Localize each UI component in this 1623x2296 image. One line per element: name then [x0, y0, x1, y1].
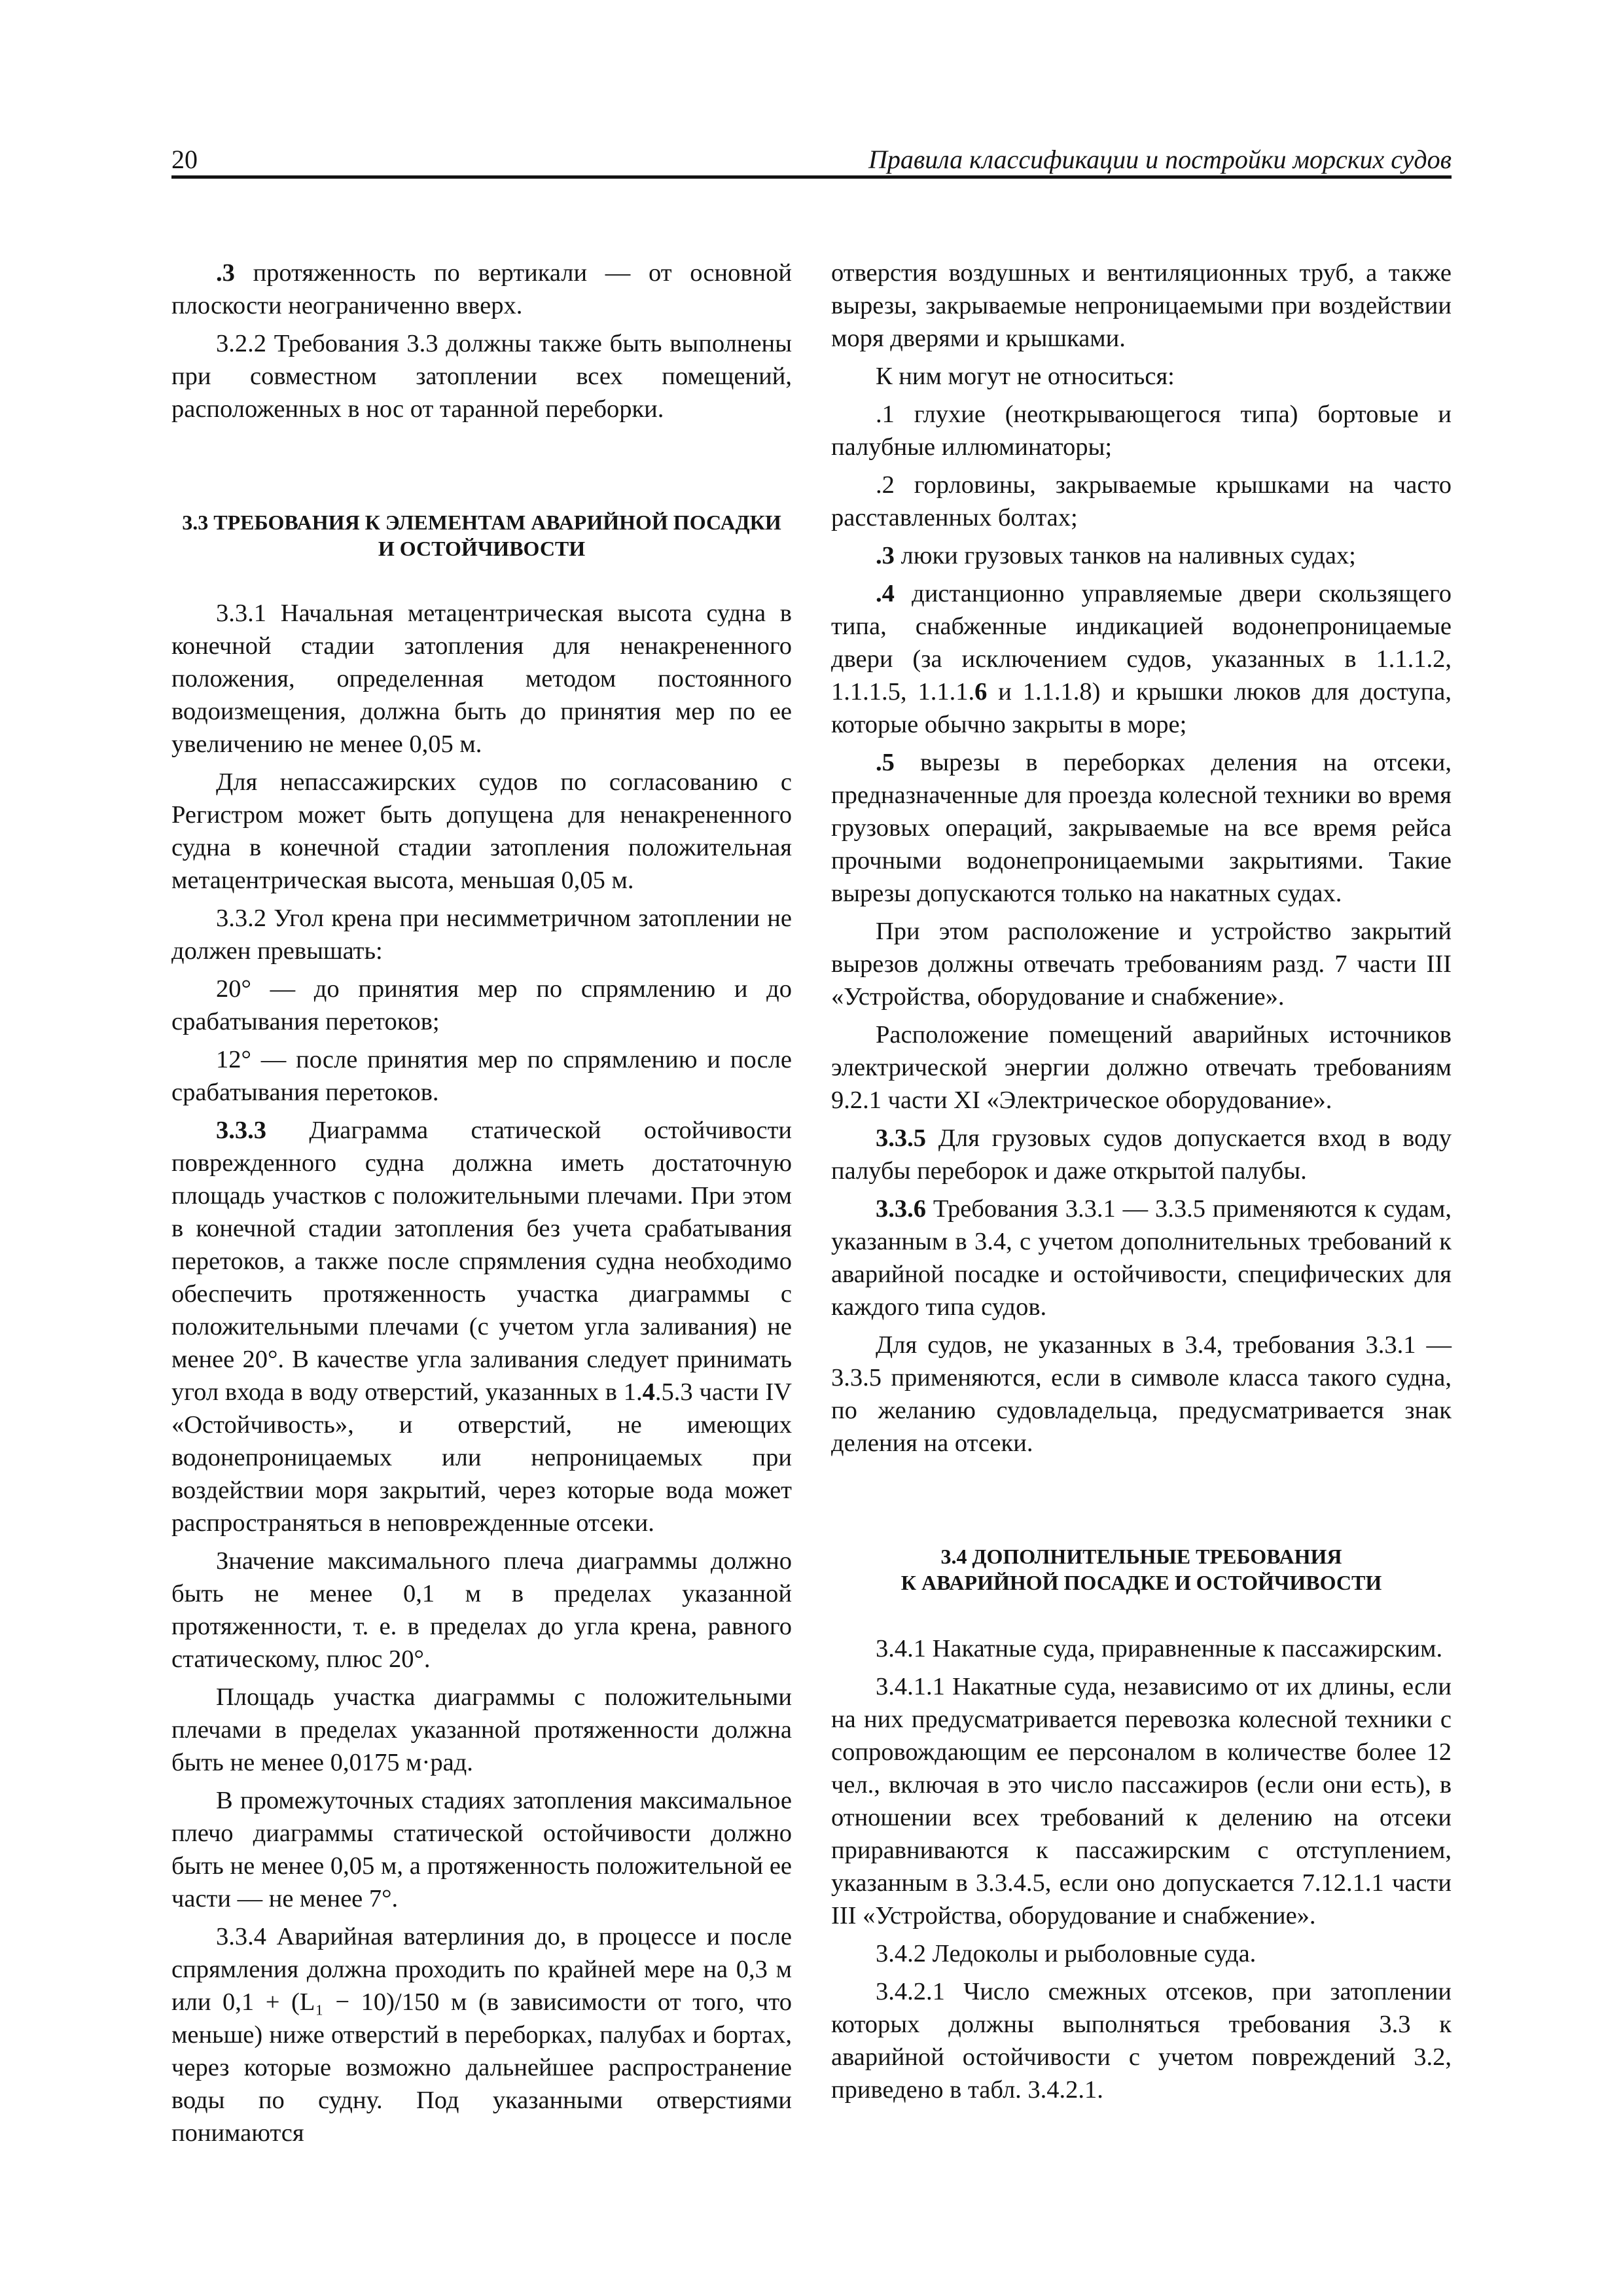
paragraph: Расположение помещений аварийных источников электрической энергии должно отвечать требованиям 9.2.1 части XI «Электрическое оборудование». [831, 1021, 1452, 1114]
paragraph: .1 глухие (неоткрывающегося типа) бортовые и палубные иллюминаторы; [831, 401, 1452, 461]
paragraph [171, 1114, 792, 1539]
paragraph [171, 257, 792, 322]
paragraph-text: дистанционно управляемые двери скользящего типа, снабженные индикацией водонепроницаемые двери (за исключением судов, указанных в 1.1.1.2, 1.1.1.5, 1.1.1. [831, 580, 1452, 706]
paragraph-text: протяженность по вертикали — от основной плоскости неограниченно вверх. [171, 259, 792, 319]
paragraph-text: люки грузовых танков на наливных судах; [894, 542, 1356, 569]
paragraph: 3.3.1 Начальная метацентрическая высота судна в конечной стадии затопления для ненакрененного положения, определенная методом постоянного водоизмещения, должна быть до принятия мер по ее увеличению не менее 0,05 м. [171, 600, 792, 758]
paragraph: 3.2.2 Требования 3.3 должны также быть выполнены при совместном затоплении всех помещений, расположенных в нос от таранной переборки. [171, 330, 792, 423]
paragraph: К ним могут не относиться: [876, 363, 1175, 390]
section-heading-3-3 [171, 509, 792, 562]
item-number: .4 [876, 580, 895, 607]
paragraph: 12° — после принятия мер по спрямлению и после срабатывания перетоков. [171, 1046, 792, 1106]
paragraph: .2 горловины, закрываемые крышками на часто расставленных болтах; [831, 471, 1452, 531]
section-heading-3-4 [831, 1543, 1452, 1596]
bold-digit: 6 [974, 678, 988, 706]
paragraph: Значение максимального плеча диаграммы должно быть не менее 0,1 м в пределах указанной протяженности, т. е. в пределах до угла крена, равного статическому, плюс 20°. [171, 1547, 792, 1673]
paragraph-text: .5.3 части IV «Остойчивость», и отверстий, не имеющих водонепроницаемых или непроницаемых при воздействии моря закрытий, через которые вода может распространяться в неповрежденные отсеки. [171, 1378, 792, 1537]
clause-number: 3.3.3 [216, 1117, 266, 1144]
item-number: .3 [876, 542, 895, 569]
paragraph [831, 1122, 1452, 1187]
paragraph: В промежуточных стадиях затопления максимальное плечо диаграммы статической остойчивости должно быть не менее 0,05 м, а протяженность положительной ее части — не менее 7°. [171, 1787, 792, 1912]
paragraph-text: Для грузовых судов допускается вход в воду палубы переборок и даже открытой палубы. [831, 1124, 1452, 1185]
header-rule [171, 175, 1452, 179]
paragraph [831, 539, 1452, 572]
paragraph: 3.4.1 Накатные суда, приравненные к пассажирским. [876, 1635, 1443, 1662]
clause-number: 3.3.5 [876, 1124, 926, 1152]
running-title: Правила классификации и постройки морских судов [868, 145, 1452, 174]
paragraph: 3.3.2 Угол крена при несимметричном затоплении не должен превышать: [171, 905, 792, 965]
page-number: 20 [171, 145, 198, 174]
paragraph [831, 746, 1452, 910]
clause-number: 3.3.6 [876, 1195, 926, 1223]
paragraph-text: и 1.1.1.8) и крышки люков для доступа, которые обычно закрыты в море; [831, 678, 1452, 738]
paragraph: При этом расположение и устройство закрытий вырезов должны отвечать требованиям разд. 7 части III «Устройства, оборудование и снабжение». [831, 918, 1452, 1011]
paragraph: 3.4.1.1 Накатные суда, независимо от их длины, если на них предусматривается перевозка колесной техники с сопровождающим ее персоналом в количестве более 12 чел., включая в это число пассажиров (если они есть), в отношении всех требований к делению на отсеки приравниваются к пассажирским с отступлением, указанным в 3.3.4.5, если оно допускается 7.12.1.1 части III «Устройства, оборудование и снабжение». [831, 1673, 1452, 1929]
paragraph-text: вырезы в переборках деления на отсеки, предназначенные для проезда колесной техники во время грузовых операций, закрываемые на все время рейса прочными водонепроницаемыми закрытиями. Такие вырезы допускаются только на накатных судах. [831, 749, 1452, 907]
paragraph: 20° — до принятия мер по спрямлению и до срабатывания перетоков; [171, 975, 792, 1035]
heading-line: И ОСТОЙЧИВОСТИ [378, 537, 586, 560]
item-number: .5 [876, 749, 895, 776]
paragraph-text: Диаграмма статической остойчивости поврежденного судна должна иметь достаточную площадь участков с положительными плечами. При этом в конечной стадии затопления без учета срабатывания перетоков, а также после спрямления судна необходимо обеспечить протяженность участка диаграммы с положительными плечами (с учетом угла заливания) не менее 20°. В качестве угла заливания следует принимать угол входа в воду отверстий, указанных в 1. [171, 1117, 792, 1406]
item-number: .3 [216, 259, 235, 287]
paragraph: Для судов, не указанных в 3.4, требования 3.3.1 — 3.3.5 применяются, если в символе класса такого судна, по желанию судовладельца, предусматривается знак деления на отсеки. [831, 1331, 1452, 1457]
bold-digit: 4 [642, 1378, 655, 1406]
paragraph-text: Требования 3.3.1 — 3.3.5 применяются к судам, указанным в 3.4, с учетом дополнительных требований к аварийной посадке и остойчивости, специфических для каждого типа судов. [831, 1195, 1452, 1321]
paragraph: 3.4.2.1 Число смежных отсеков, при затоплении которых должны выполняться требования 3.3 к аварийной остойчивости с учетом повреждений 3.2, приведено в табл. 3.4.2.1. [831, 1978, 1452, 2104]
paragraph: 3.4.2 Ледоколы и рыболовные суда. [876, 1940, 1257, 1967]
paragraph: отверстия воздушных и вентиляционных труб, а также вырезы, закрываемые непроницаемыми при воздействии моря дверями и крышками. [831, 259, 1452, 352]
heading-line: 3.3 ТРЕБОВАНИЯ К ЭЛЕМЕНТАМ АВАРИЙНОЙ ПОСАДКИ [182, 511, 781, 534]
heading-line: К АВАРИЙНОЙ ПОСАДКЕ И ОСТОЙЧИВОСТИ [901, 1571, 1382, 1594]
paragraph [831, 1193, 1452, 1323]
right-column [831, 257, 1452, 2106]
paragraph: Площадь участка диаграммы с положительными плечами в пределах указанной протяженности должна быть не менее 0,0175 м·рад. [171, 1683, 792, 1776]
paragraph: 3.3.4 Аварийная ватерлиния до, в процессе и после спрямления должна проходить по крайней мере на 0,3 м или 0,1 + (L₁ − 10)/150 м (в зависимости от того, что меньше) ниже отверстий в переборках, палубах и бортах, через которые возможно дальнейшее распространение воды по судну. Под указанными отверстиями понимаются [171, 1923, 792, 2147]
paragraph: Для непассажирских судов по согласованию с Регистром может быть допущена для ненакрененного судна в конечной стадии затопления положительная метацентрическая высота, меньшая 0,05 м. [171, 768, 792, 894]
heading-line: 3.4 ДОПОЛНИТЕЛЬНЫЕ ТРЕБОВАНИЯ [940, 1545, 1342, 1568]
paragraph [831, 577, 1452, 741]
left-column [171, 257, 792, 2149]
